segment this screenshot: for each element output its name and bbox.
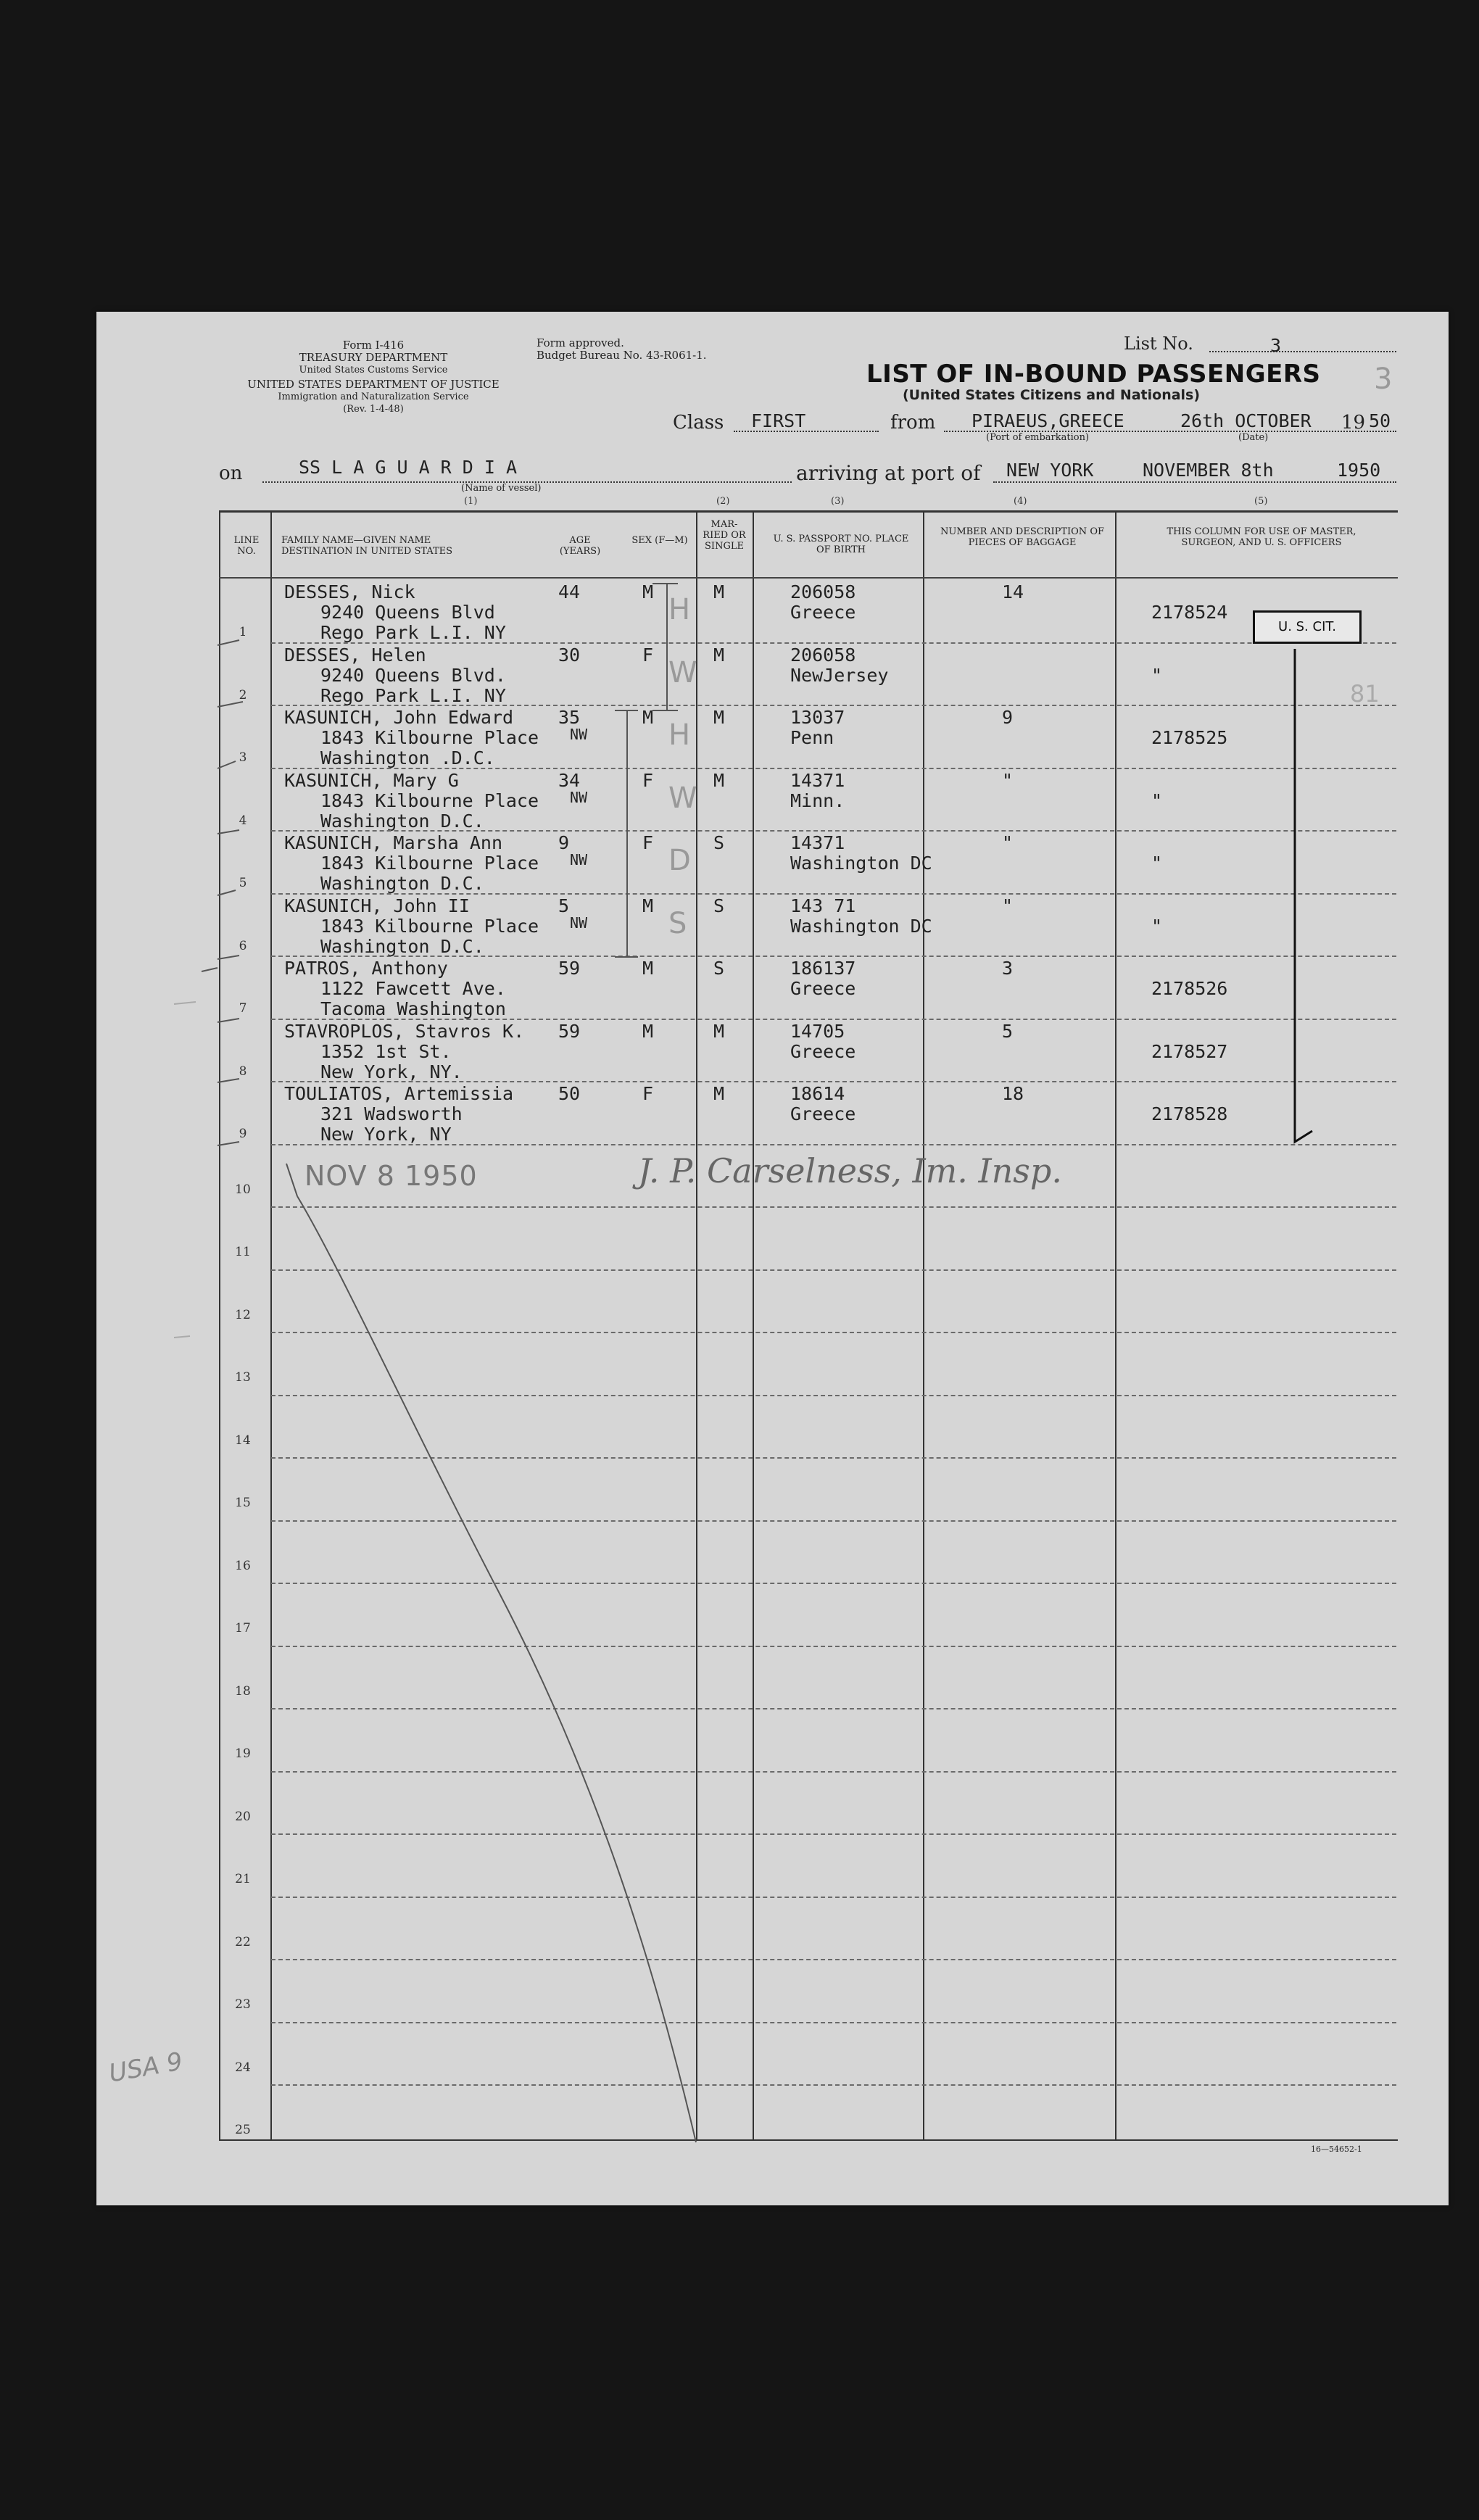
passport-number: 206058 [790,644,856,666]
class-label: Class [673,412,724,434]
baggage-count: " [1002,832,1014,853]
passenger-address-city: Washington D.C. [320,810,484,832]
passenger-sex: F [642,644,654,666]
date-stamp: NOV 8 1950 [304,1160,478,1192]
line-number: 17 [235,1621,251,1636]
passenger-address-street: 1122 Fawcett Ave. [320,978,506,999]
relationship-letter: W [668,655,697,689]
place-of-birth: NewJersey [790,664,889,686]
baggage-count: " [1002,895,1014,916]
passenger-age: 34 [558,769,581,791]
justice-department: UNITED STATES DEPARTMENT OF JUSTICE [247,378,500,391]
passenger-age: 50 [558,1083,581,1104]
passenger-age: 5 [558,895,570,916]
officer-number: 2178525 [1151,727,1228,748]
corner-mark: 3 [1374,362,1393,396]
passenger-sex: F [642,832,654,853]
class-value: FIRST [751,410,806,431]
line-number: 13 [235,1370,251,1385]
budget-bureau: Budget Bureau No. 43-R061-1. [536,349,707,362]
passenger-marital: S [713,895,725,916]
line-number: 10 [235,1182,251,1197]
header-sex: SEX (F—M) [631,535,688,546]
from-label: from [890,412,936,434]
line-number: 3 [239,750,247,765]
passenger-address-city: Washington D.C. [320,873,484,894]
passenger-address-street: 9240 Queens Blvd [320,602,495,623]
passenger-address-street: 1843 Kilbourne Place [320,727,539,748]
passenger-age: 35 [558,707,581,728]
col-number-2: (2) [716,496,730,507]
place-of-birth: Washington DC [790,915,932,937]
line-number: 16 [235,1558,251,1573]
passenger-sex: M [642,895,654,916]
passport-number: 18614 [790,1083,845,1104]
vessel-name: SS L A G U A R D I A [299,457,518,478]
baggage-count: 9 [1002,707,1014,728]
age-note: NW [570,851,588,869]
line-number: 1 [239,625,247,639]
header-line-no: LINE NO. [233,535,260,557]
place-of-birth: Washington DC [790,853,932,874]
place-of-birth: Greece [790,1040,856,1062]
passenger-age: 44 [558,581,581,602]
place-of-birth: Greece [790,978,856,999]
col-number-3: (3) [831,496,845,507]
year-prefix: 19 [1341,412,1366,434]
passenger-name: TOULIATOS, Artemissia [284,1083,514,1104]
passenger-address-city: Washington .D.C. [320,747,495,768]
passport-number: 13037 [790,707,845,728]
vessel-label: (Name of vessel) [461,483,542,494]
place-of-birth: Minn. [790,789,845,811]
passenger-marital: M [713,1020,725,1042]
us-citizen-stamp [1253,610,1362,644]
passenger-sex: M [642,958,654,979]
revision: (Rev. 1-4-48) [343,404,404,415]
line-number: 5 [239,876,247,890]
baggage-count: " [1002,769,1014,791]
passenger-name: KASUNICH, Mary G [284,769,459,791]
officer-number: " [1151,664,1163,686]
age-note: NW [570,913,588,932]
relationship-letter: D [668,844,691,877]
officer-number: " [1151,789,1163,811]
margin-number: 81 [1350,680,1380,708]
page-subtitle: (United States Citizens and Nationals) [903,387,1201,403]
passenger-marital: M [713,581,725,602]
passenger-sex: M [642,707,654,728]
passenger-address-street: 9240 Queens Blvd. [320,664,506,686]
passenger-address-city: New York, NY. [320,1061,463,1082]
age-note: NW [570,788,588,806]
passenger-marital: M [713,769,725,791]
passenger-age: 59 [558,1020,581,1042]
inspector-signature: J. P. Carselness, Im. Insp. [638,1151,1062,1190]
embark-label: (Port of embarkation) [986,432,1090,443]
line-number: 11 [235,1245,251,1259]
passport-number: 14705 [790,1020,845,1042]
officer-number: " [1151,915,1163,937]
passenger-address-street: 1843 Kilbourne Place [320,915,539,937]
passenger-address-city: Washington D.C. [320,935,484,957]
passenger-address-street: 1843 Kilbourne Place [320,789,539,811]
header-age: AGE (YEARS) [559,535,601,557]
form-approved: Form approved. [536,336,624,349]
passenger-name: STAVROPLOS, Stavros K. [284,1020,525,1042]
passenger-sex: F [642,1083,654,1104]
line-number: 8 [239,1064,247,1079]
line-number: 6 [239,938,247,953]
place-of-birth: Greece [790,1103,856,1124]
line-number: 4 [239,813,247,828]
place-of-birth: Greece [790,602,856,623]
line-number: 24 [235,2060,251,2075]
col-number-1: (1) [464,496,478,507]
relationship-letter: H [668,718,691,752]
col-number-5: (5) [1254,496,1268,507]
passenger-marital: M [713,644,725,666]
passport-number: 143 71 [790,895,856,916]
embark-port: PIRAEUS,GREECE [972,410,1124,431]
relationship-letter: H [668,593,691,626]
passport-number: 186137 [790,958,856,979]
line-number: 20 [235,1809,251,1824]
line-number: 7 [239,1001,247,1016]
header-officers: THIS COLUMN FOR USE OF MASTER, SURGEON, AND U. S. OFFICERS [1167,526,1356,548]
line-number: 14 [235,1433,251,1448]
page-title: LIST OF IN-BOUND PASSENGERS [866,360,1321,389]
line-number: 18 [235,1683,251,1699]
us-citizen-stamp-text: U. S. CIT. [1278,619,1336,634]
officer-number: 2178528 [1151,1103,1228,1124]
place-of-birth: Penn [790,727,834,748]
passenger-name: KASUNICH, John Edward [284,707,514,728]
list-number-value: 3 [1270,335,1282,356]
passenger-age: 30 [558,644,581,666]
officer-number: 2178527 [1151,1040,1228,1062]
passenger-address-street: 1352 1st St. [320,1040,452,1062]
line-number: 19 [235,1746,251,1761]
customs-service: United States Customs Service [299,365,448,376]
passenger-address-city: Rego Park L.I. NY [320,622,506,643]
baggage-count: 18 [1002,1083,1024,1104]
line-number: 15 [235,1496,251,1510]
officer-number: 2178526 [1151,978,1228,999]
passenger-name: KASUNICH, Marsha Ann [284,832,503,853]
passenger-address-city: Rego Park L.I. NY [320,684,506,706]
arrival-year: 1950 [1337,460,1381,481]
line-number: 22 [235,1934,251,1949]
depart-date: 26th OCTOBER [1180,410,1312,431]
officer-number: 2178524 [1151,602,1228,623]
footer-code: 16—54652-1 [1311,2144,1362,2154]
col-number-4: (4) [1014,496,1027,507]
baggage-count: 5 [1002,1020,1014,1042]
arrival-date: NOVEMBER 8th [1143,460,1274,481]
depart-year: 50 [1369,410,1391,431]
date-label: (Date) [1238,432,1269,443]
line-number: 21 [235,1872,251,1886]
relationship-letter: S [668,906,687,940]
header-married: MAR-RIED OR SINGLE [703,519,746,552]
baggage-count: 14 [1002,581,1024,602]
line-number: 25 [235,2123,251,2137]
passenger-marital: M [713,1083,725,1104]
passenger-marital: S [713,832,725,853]
form-number: Form I-416 [342,339,405,352]
immigration-service: Immigration and Naturalization Service [278,391,469,402]
treasury-department: TREASURY DEPARTMENT [299,351,448,364]
passenger-address-city: New York, NY [320,1124,452,1145]
passenger-marital: M [713,707,725,728]
passenger-age: 59 [558,958,581,979]
passenger-name: PATROS, Anthony [284,958,448,979]
passenger-sex: M [642,1020,654,1042]
passport-number: 14371 [790,832,845,853]
officer-number: " [1151,853,1163,874]
arriving-label: arriving at port of [796,461,981,485]
passenger-address-city: Tacoma Washington [320,998,506,1019]
passenger-age: 9 [558,832,570,853]
on-label: on [219,463,243,484]
list-number-label: List No. [1124,333,1193,354]
header-name: FAMILY NAME—GIVEN NAME DESTINATION IN UNITED STATES [281,535,453,557]
passenger-marital: S [713,958,725,979]
baggage-count: 3 [1002,958,1014,979]
relationship-letter: W [668,781,697,815]
line-number: 12 [235,1307,251,1322]
arrival-port: NEW YORK [1006,460,1094,481]
header-passport: U. S. PASSPORT NO. PLACE OF BIRTH [773,534,909,555]
passport-number: 206058 [790,581,856,602]
passenger-name: DESSES, Nick [284,581,415,602]
passenger-name: DESSES, Helen [284,644,426,666]
passenger-address-street: 321 Wadsworth [320,1103,463,1124]
passenger-address-street: 1843 Kilbourne Place [320,853,539,874]
margin-mark: USA 9 [107,2047,185,2089]
line-number: 2 [239,687,247,702]
passport-number: 14371 [790,769,845,791]
header-baggage: NUMBER AND DESCRIPTION OF PIECES OF BAGGAGE [940,526,1104,548]
age-note: NW [570,726,588,743]
passenger-sex: M [642,581,654,602]
passenger-name: KASUNICH, John II [284,895,470,916]
passenger-sex: F [642,769,654,791]
line-number: 23 [235,1997,251,2012]
line-number: 9 [239,1127,247,1141]
